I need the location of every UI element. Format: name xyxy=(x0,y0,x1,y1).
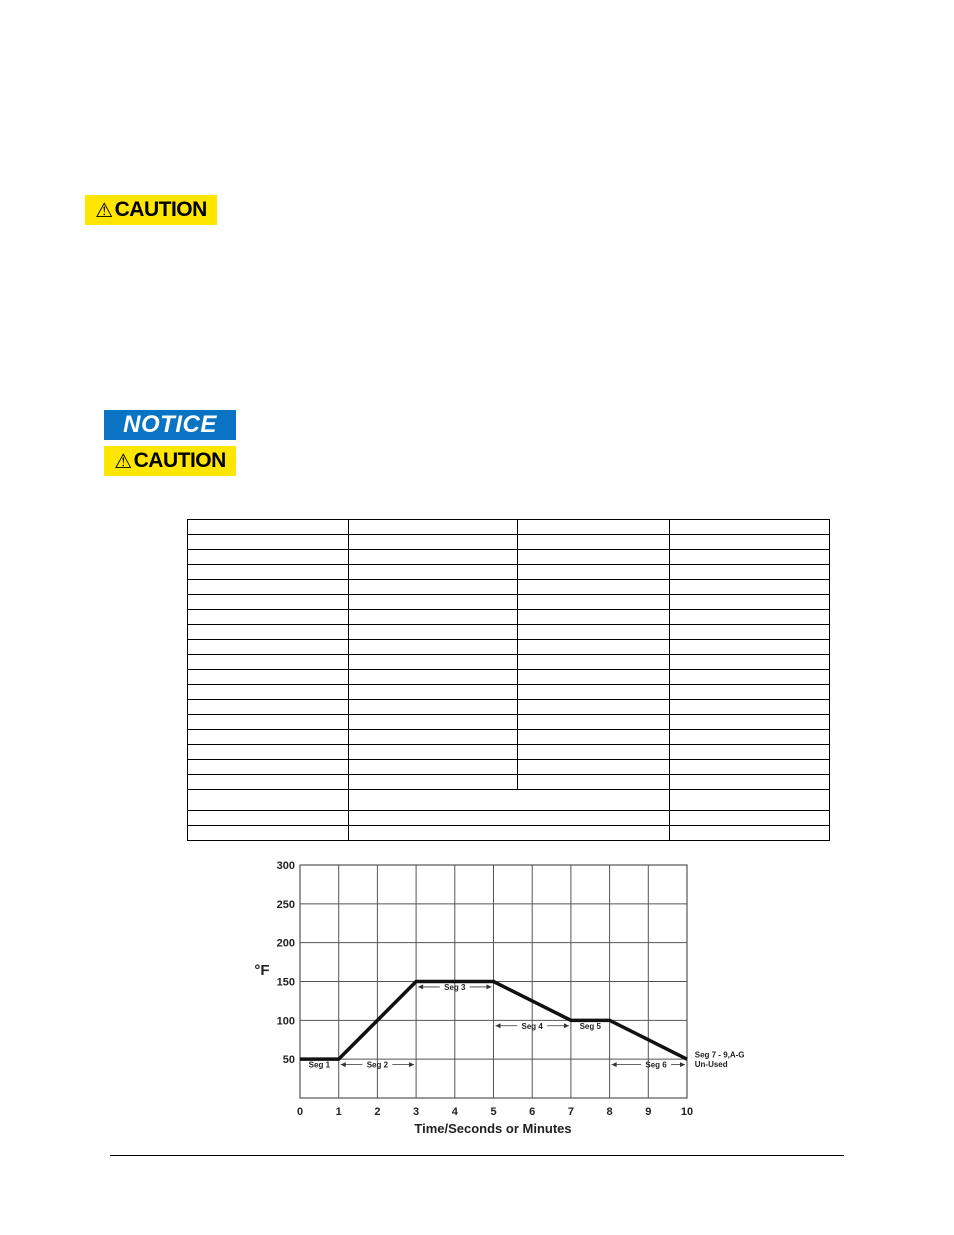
table-cell xyxy=(670,610,830,625)
table-cell xyxy=(349,826,670,841)
table-cell xyxy=(188,580,349,595)
table-row xyxy=(188,811,830,826)
table-cell xyxy=(188,595,349,610)
table-cell xyxy=(670,790,830,811)
table-row xyxy=(188,580,830,595)
table-cell xyxy=(349,550,518,565)
x-tick-label: 2 xyxy=(374,1106,381,1118)
notice-label: NOTICE xyxy=(123,411,217,438)
table-cell xyxy=(188,730,349,745)
table-row xyxy=(188,655,830,670)
table-cell xyxy=(349,745,518,760)
table-cell xyxy=(349,715,518,730)
table-cell xyxy=(349,565,518,580)
table-row xyxy=(188,760,830,775)
table-cell xyxy=(670,550,830,565)
x-tick-label: 9 xyxy=(645,1106,652,1118)
table-cell xyxy=(188,685,349,700)
table-cell xyxy=(188,535,349,550)
table-cell xyxy=(188,520,349,535)
table-cell xyxy=(349,670,518,685)
caution-label: CAUTION xyxy=(133,449,226,472)
empty-profile-table xyxy=(187,519,830,841)
warning-triangle-icon: ⚠ xyxy=(114,450,132,473)
table-cell xyxy=(518,565,670,580)
table-row xyxy=(188,730,830,745)
table-cell xyxy=(188,760,349,775)
table-cell xyxy=(518,775,670,790)
table-cell xyxy=(670,685,830,700)
table-cell xyxy=(518,550,670,565)
table-cell xyxy=(188,700,349,715)
table-cell xyxy=(349,610,518,625)
x-tick-label: 6 xyxy=(529,1106,536,1118)
table-cell xyxy=(518,685,670,700)
x-tick-label: 10 xyxy=(680,1106,694,1118)
x-tick-label: 7 xyxy=(567,1106,574,1118)
notice-badge xyxy=(104,410,236,440)
warning-triangle-icon: ⚠ xyxy=(95,199,113,222)
table-row xyxy=(188,670,830,685)
table-cell xyxy=(349,685,518,700)
table-cell xyxy=(188,670,349,685)
table-row xyxy=(188,775,830,790)
table-row xyxy=(188,520,830,535)
table-cell xyxy=(518,535,670,550)
table-cell xyxy=(349,535,518,550)
table-row xyxy=(188,700,830,715)
y-tick-label: 300 xyxy=(276,860,295,872)
caution-badge-top xyxy=(85,195,217,225)
table-cell xyxy=(188,550,349,565)
table-row xyxy=(188,625,830,640)
table-cell xyxy=(188,826,349,841)
table-cell xyxy=(518,760,670,775)
table-cell xyxy=(518,670,670,685)
table-cell xyxy=(349,775,518,790)
table-row xyxy=(188,550,830,565)
table-cell xyxy=(518,595,670,610)
table-row xyxy=(188,640,830,655)
table-cell xyxy=(188,775,349,790)
table-cell xyxy=(518,610,670,625)
table-row xyxy=(188,595,830,610)
table-cell xyxy=(188,610,349,625)
table-cell xyxy=(670,745,830,760)
y-tick-label: 50 xyxy=(282,1054,295,1067)
table-cell xyxy=(670,715,830,730)
table-cell xyxy=(188,565,349,580)
table-cell xyxy=(670,670,830,685)
table-cell xyxy=(349,760,518,775)
footer-rule xyxy=(110,1155,844,1156)
table-cell xyxy=(518,520,670,535)
table-cell xyxy=(518,730,670,745)
y-tick-label: 250 xyxy=(276,898,295,911)
table-cell xyxy=(349,520,518,535)
y-tick-label: 150 xyxy=(276,976,295,989)
table-cell xyxy=(349,700,518,715)
segment-label: Seg 4 xyxy=(521,1021,543,1031)
ramp-soak-profile-chart xyxy=(250,850,760,1142)
segment-label: Seg 5 xyxy=(579,1021,601,1031)
table-cell xyxy=(670,775,830,790)
segment-label: Seg 2 xyxy=(366,1060,389,1070)
x-axis-label: Time/Seconds or Minutes xyxy=(414,1121,572,1136)
table-cell xyxy=(670,580,830,595)
table-cell xyxy=(349,640,518,655)
table-cell xyxy=(670,826,830,841)
table-cell xyxy=(188,640,349,655)
segment-label: Seg 7 - 9,A-G xyxy=(694,1050,745,1060)
segment-label: Seg 3 xyxy=(444,982,466,992)
table-cell xyxy=(349,625,518,640)
table-cell xyxy=(349,811,670,826)
table-cell xyxy=(518,625,670,640)
table-cell xyxy=(188,745,349,760)
caution-label: CAUTION xyxy=(114,198,207,221)
y-tick-label: 200 xyxy=(276,937,295,950)
table-cell xyxy=(518,640,670,655)
table-cell xyxy=(670,730,830,745)
chart-svg xyxy=(250,850,760,1142)
table-cell xyxy=(349,655,518,670)
table-cell xyxy=(518,715,670,730)
table-cell xyxy=(670,595,830,610)
table-row xyxy=(188,535,830,550)
table-cell xyxy=(349,790,670,811)
table-row xyxy=(188,790,830,811)
table-row xyxy=(188,826,830,841)
segment-label: Seg 6 xyxy=(645,1060,667,1070)
x-tick-label: 5 xyxy=(490,1106,497,1118)
table-cell xyxy=(518,700,670,715)
table-cell xyxy=(670,520,830,535)
segment-label: Un-Used xyxy=(694,1059,728,1069)
y-axis-label: °F xyxy=(254,962,270,979)
x-tick-label: 8 xyxy=(606,1106,613,1118)
segment-label: Seg 1 xyxy=(308,1060,331,1070)
table-cell xyxy=(349,730,518,745)
table-cell xyxy=(188,655,349,670)
x-tick-label: 4 xyxy=(451,1106,458,1118)
x-tick-label: 1 xyxy=(335,1106,342,1118)
table-cell xyxy=(518,745,670,760)
table-row xyxy=(188,715,830,730)
table-cell xyxy=(670,625,830,640)
table-cell xyxy=(188,715,349,730)
table-cell xyxy=(670,565,830,580)
table-row xyxy=(188,745,830,760)
table-cell xyxy=(518,580,670,595)
table-row xyxy=(188,565,830,580)
x-tick-label: 3 xyxy=(413,1106,420,1118)
table-cell xyxy=(188,811,349,826)
table-cell xyxy=(670,811,830,826)
table-cell xyxy=(349,595,518,610)
table-cell xyxy=(670,535,830,550)
table-row xyxy=(188,685,830,700)
table-cell xyxy=(670,655,830,670)
table-cell xyxy=(188,790,349,811)
table-cell xyxy=(518,655,670,670)
x-tick-label: 0 xyxy=(296,1106,304,1118)
table-cell xyxy=(349,580,518,595)
table-cell xyxy=(188,625,349,640)
table-cell xyxy=(670,640,830,655)
table-cell xyxy=(670,760,830,775)
caution-badge-bottom xyxy=(104,446,236,476)
table-cell xyxy=(670,700,830,715)
table-row xyxy=(188,610,830,625)
y-tick-label: 100 xyxy=(276,1015,295,1028)
